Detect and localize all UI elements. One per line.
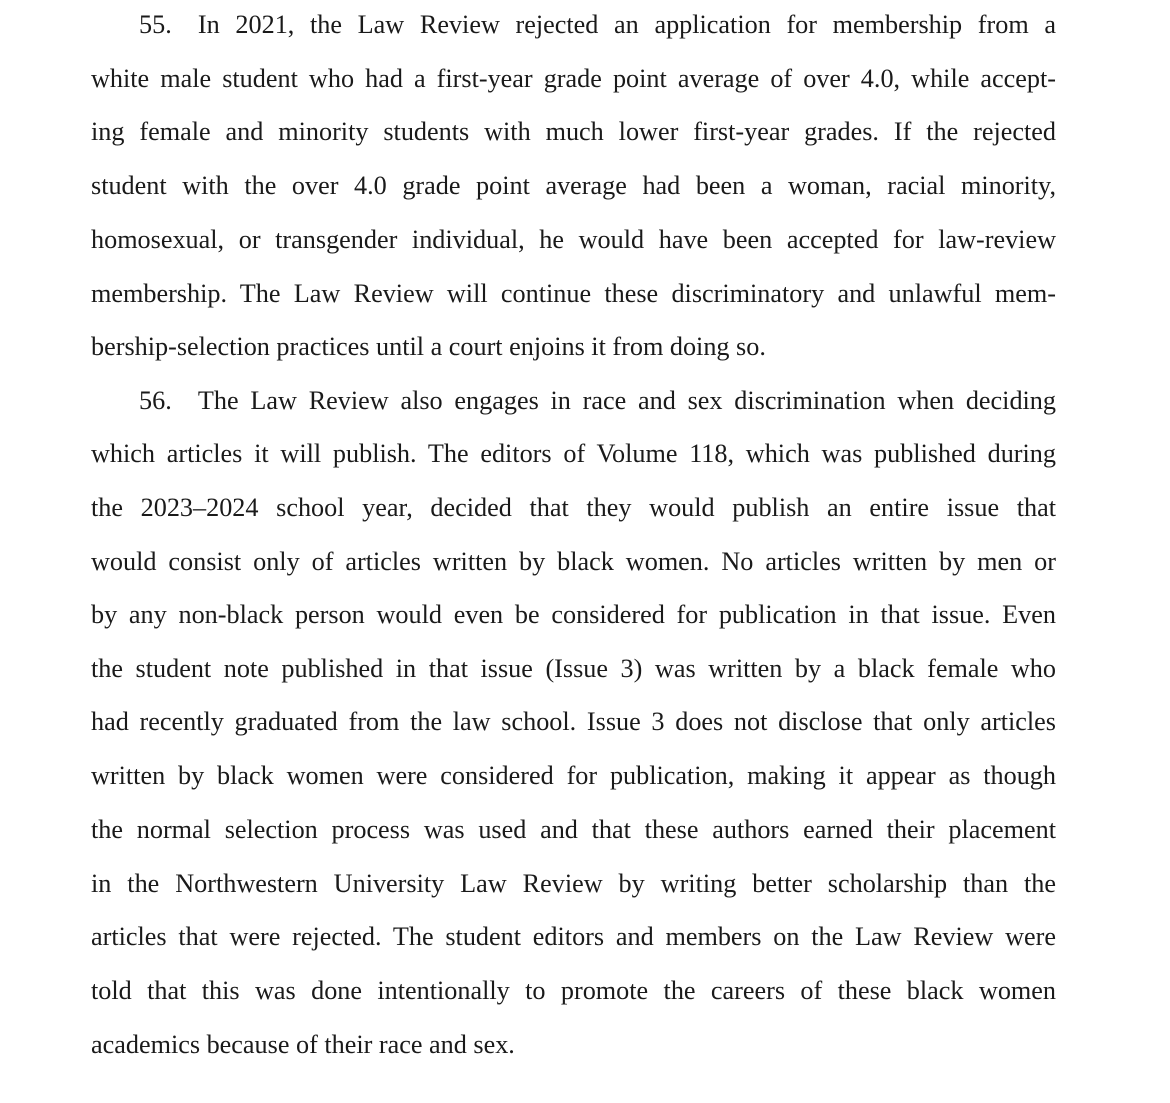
paragraph-line: academics because of their race and sex. (91, 1030, 515, 1059)
paragraph-line: the normal selection process was used and that these authors earned their placement (91, 815, 1056, 844)
paragraph-line: ing female and minority students with much lower first-year grades. If the rejected (91, 117, 1056, 146)
paragraph-line: told that this was done intentionally to promote the careers of these black women (91, 976, 1056, 1005)
paragraph-line: membership. The Law Review will continue these discriminatory and unlawful mem- (91, 279, 1056, 308)
paragraph-line: white male student who had a first-year grade point average of over 4.0, while accept- (91, 64, 1056, 93)
paragraph-line: the 2023–2024 school year, decided that they would publish an entire issue that (91, 493, 1056, 522)
paragraph-line: written by black women were considered for publication, making it appear as though (91, 761, 1056, 790)
paragraph-line: the student note published in that issue (Issue 3) was written by a black female who (91, 654, 1056, 683)
paragraph-line: would consist only of articles written by black women. No articles written by men or (91, 547, 1056, 576)
paragraph-line: 56. The Law Review also engages in race and sex discrimination when deciding (139, 386, 1056, 415)
paragraph-line: student with the over 4.0 grade point average had been a woman, racial minority, (91, 171, 1056, 200)
paragraph-line: bership-selection practices until a court enjoins it from doing so. (91, 332, 766, 361)
paragraph-line: 55. In 2021, the Law Review rejected an application for membership from a (139, 10, 1056, 39)
paragraph-line: had recently graduated from the law school. Issue 3 does not disclose that only articles (91, 707, 1056, 736)
paragraph-line: articles that were rejected. The student editors and members on the Law Review were (91, 922, 1056, 951)
paragraph-line: in the Northwestern University Law Review by writing better scholarship than the (91, 869, 1056, 898)
paragraph-line: which articles it will publish. The editors of Volume 118, which was published during (91, 439, 1056, 468)
paragraph-line: by any non-black person would even be considered for publication in that issue. Even (91, 600, 1056, 629)
paragraph-line: homosexual, or transgender individual, he would have been accepted for law-review (91, 225, 1056, 254)
